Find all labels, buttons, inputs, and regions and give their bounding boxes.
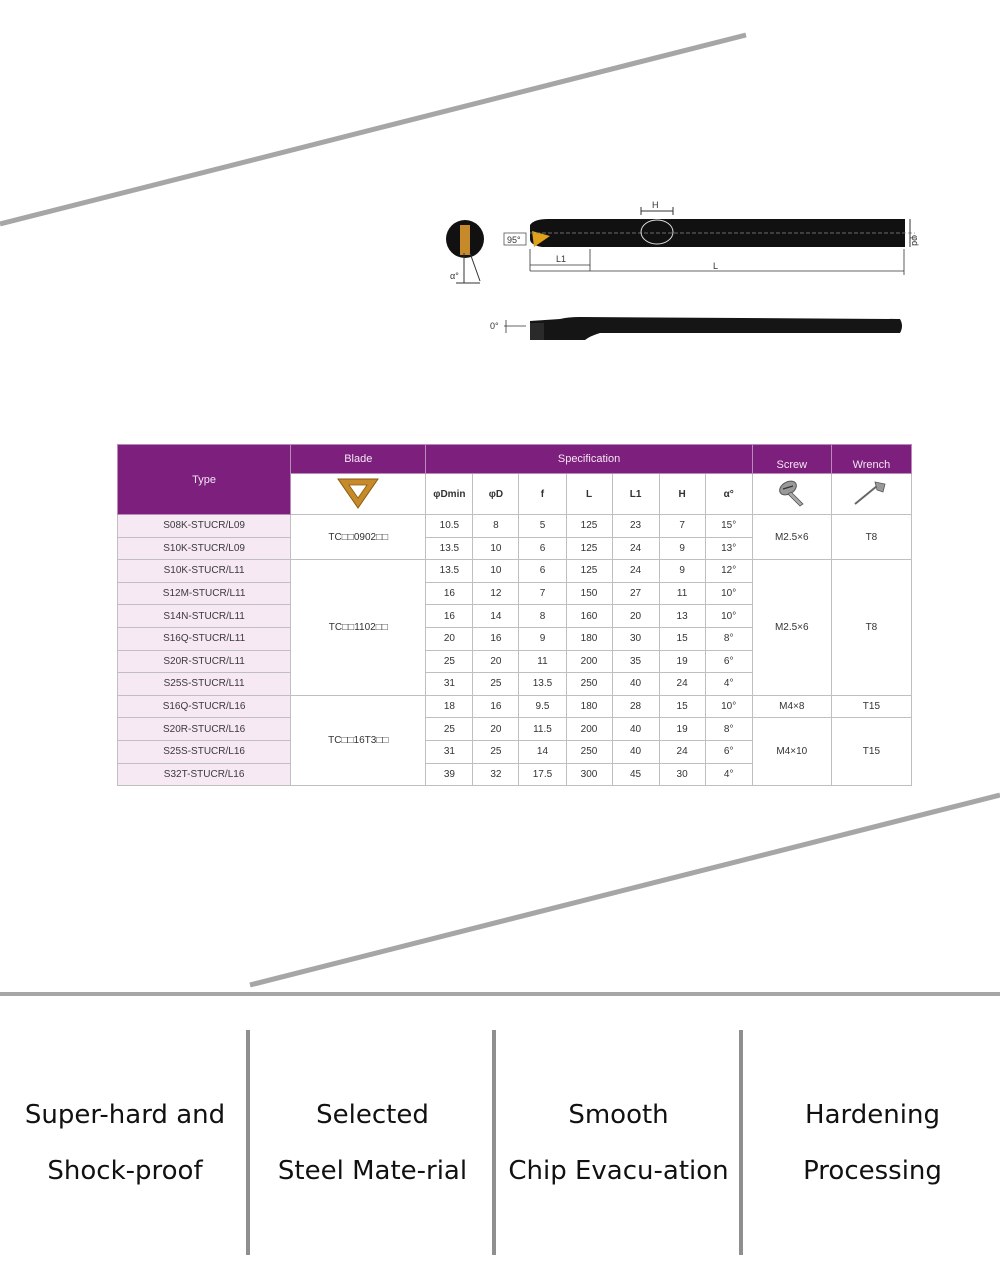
col-phi-d: φD [473,474,519,515]
spec-cell: 18 [426,695,473,718]
header-type: Type [118,445,291,515]
spec-cell: 300 [566,763,612,786]
spec-cell: 8 [519,605,566,628]
spec-cell: 17.5 [519,763,566,786]
type-cell: S20R-STUCR/L16 [118,718,291,741]
spec-cell: 8 [473,515,519,538]
bar-side-view [490,317,902,340]
spec-cell: 40 [612,673,659,696]
spec-cell: 6 [519,537,566,560]
spec-cell: 25 [473,673,519,696]
zero-deg-label: 0° [490,321,499,331]
spec-cell: 250 [566,740,612,763]
spec-cell: 15 [659,695,705,718]
col-f: f [519,474,566,515]
spec-cell: 19 [659,718,705,741]
col-phi-dmin: φDmin [426,474,473,515]
spec-cell: 6° [705,650,752,673]
spec-cell: 8° [705,627,752,650]
blade-cell: TC□□16T3□□ [291,695,426,785]
type-cell: S10K-STUCR/L11 [118,560,291,583]
type-cell: S25S-STUCR/L11 [118,673,291,696]
spec-cell: 125 [566,515,612,538]
spec-cell: 31 [426,673,473,696]
spec-cell: 250 [566,673,612,696]
spec-cell: 30 [659,763,705,786]
spec-cell: 24 [659,740,705,763]
spec-cell: 10° [705,582,752,605]
header-specification: Specification [426,445,752,474]
spec-cell: 12 [473,582,519,605]
spec-cell: 13.5 [426,560,473,583]
type-cell: S14N-STUCR/L11 [118,605,291,628]
type-cell: S12M-STUCR/L11 [118,582,291,605]
spec-cell: 27 [612,582,659,605]
spec-cell: 180 [566,627,612,650]
feature-line: Hardening [805,1099,940,1130]
angle-95-label: 95° [507,235,521,245]
feature-line: Chip Evacu-ation [508,1155,729,1186]
spec-cell: 4° [705,763,752,786]
table-row [118,718,912,741]
spec-cell: 10.5 [426,515,473,538]
end-view [446,220,484,283]
type-cell: S08K-STUCR/L09 [118,515,291,538]
feature-selected-steel [250,1030,495,1255]
spec-cell: 180 [566,695,612,718]
spec-cell: 16 [473,695,519,718]
header-blade: Blade [291,445,426,474]
spec-cell: 7 [519,582,566,605]
spec-cell: 35 [612,650,659,673]
wrench-cell: T8 [831,560,911,696]
table-row [118,695,912,718]
feature-line: Steel Mate-rial [277,1155,468,1186]
spec-cell: 24 [612,560,659,583]
spec-cell: 200 [566,718,612,741]
spec-cell: 40 [612,740,659,763]
spec-cell: 9.5 [519,695,566,718]
feature-line: Super-hard and [24,1099,226,1130]
spec-cell: 12° [705,560,752,583]
col-l1: L1 [612,474,659,515]
spec-cell: 150 [566,582,612,605]
screw-cell: M2.5×6 [752,515,831,560]
spec-cell: 6 [519,560,566,583]
type-cell: S16Q-STUCR/L16 [118,695,291,718]
feature-super-hard [0,1030,250,1255]
spec-cell: 10° [705,695,752,718]
spec-cell: 16 [426,605,473,628]
feature-line: Processing [803,1155,942,1186]
spec-cell: 9 [659,537,705,560]
spec-cell: 10 [473,537,519,560]
spec-cell: 125 [566,537,612,560]
wrench-cell: T8 [831,515,911,560]
spec-cell: 4° [705,673,752,696]
wrench-cell: T15 [831,695,911,718]
spec-cell: 40 [612,718,659,741]
spec-cell: 9 [519,627,566,650]
screw-icon [752,474,831,515]
header-screw: Screw [752,445,831,474]
feature-line: Smooth [568,1099,669,1130]
feature-divider [739,1030,743,1255]
spec-cell: 20 [426,627,473,650]
spec-cell: 10° [705,605,752,628]
blade-cell: TC□□0902□□ [291,515,426,560]
spec-cell: 6° [705,740,752,763]
spec-cell: 7 [659,515,705,538]
feature-hardening [745,1030,1000,1255]
spec-cell: 13° [705,537,752,560]
type-cell: S20R-STUCR/L11 [118,650,291,673]
h-label: H [652,200,659,210]
spec-cell: 23 [612,515,659,538]
spec-cell: 125 [566,560,612,583]
l1-label: L1 [556,254,567,264]
col-alpha: α° [705,474,752,515]
spec-cell: 11 [519,650,566,673]
spec-cell: 20 [612,605,659,628]
spec-cell: 14 [519,740,566,763]
spec-cell: 15 [659,627,705,650]
col-l: L [566,474,612,515]
diagonal-line-bottom [250,795,1000,985]
col-h: H [659,474,705,515]
type-cell: S32T-STUCR/L16 [118,763,291,786]
feature-smooth-chip [496,1030,741,1255]
spec-cell: 20 [473,718,519,741]
alpha-label: α° [450,271,459,281]
spec-cell: 8° [705,718,752,741]
boring-bar-drawing [430,195,920,355]
table-row [118,515,912,538]
wrench-icon [831,474,911,515]
spec-cell: 25 [473,740,519,763]
spec-cell: 160 [566,605,612,628]
spec-cell: 11 [659,582,705,605]
feature-line: Selected [316,1099,429,1130]
spec-cell: 28 [612,695,659,718]
spec-cell: 20 [473,650,519,673]
specification-table [117,444,912,786]
phi-d-label: φd [910,235,920,246]
l-label: L [713,261,719,271]
screw-cell: M4×8 [752,695,831,718]
spec-cell: 13 [659,605,705,628]
spec-cell: 24 [659,673,705,696]
spec-cell: 39 [426,763,473,786]
wrench-cell: T15 [831,718,911,786]
screw-cell: M4×10 [752,718,831,786]
spec-cell: 16 [473,627,519,650]
spec-cell: 15° [705,515,752,538]
spec-cell: 9 [659,560,705,583]
spec-cell: 25 [426,718,473,741]
table-row [118,560,912,583]
spec-cell: 25 [426,650,473,673]
blade-insert-icon [291,474,426,515]
spec-cell: 31 [426,740,473,763]
spec-cell: 14 [473,605,519,628]
feature-line: Shock-proof [47,1155,203,1186]
spec-cell: 32 [473,763,519,786]
spec-cell: 200 [566,650,612,673]
screw-cell: M2.5×6 [752,560,831,696]
bar-top-view [504,200,920,275]
spec-cell: 30 [612,627,659,650]
spec-cell: 13.5 [519,673,566,696]
spec-cell: 10 [473,560,519,583]
type-cell: S16Q-STUCR/L11 [118,627,291,650]
spec-cell: 13.5 [426,537,473,560]
blade-cell: TC□□1102□□ [291,560,426,696]
header-wrench: Wrench [831,445,911,474]
table-body [118,515,912,786]
spec-cell: 5 [519,515,566,538]
type-cell: S25S-STUCR/L16 [118,740,291,763]
spec-cell: 24 [612,537,659,560]
spec-cell: 19 [659,650,705,673]
spec-cell: 11.5 [519,718,566,741]
type-cell: S10K-STUCR/L09 [118,537,291,560]
spec-cell: 16 [426,582,473,605]
spec-cell: 45 [612,763,659,786]
